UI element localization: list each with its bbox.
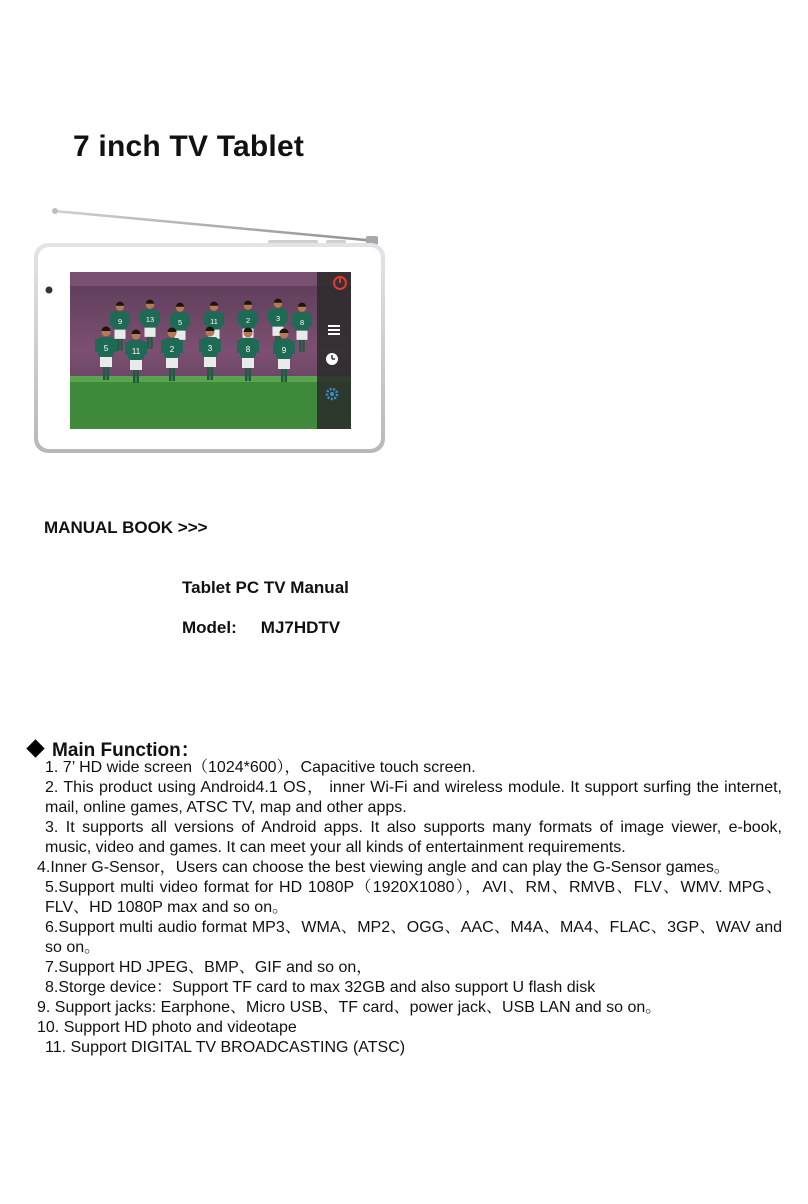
manual-heading: MANUAL BOOK >>> [44,518,208,537]
jersey-number: 11 [210,317,218,327]
function-item: 4.Inner G-Sensor，Users can choose the best viewing angle and can play the G-Sensor games。 [37,859,730,876]
function-item: 1. 7’ HD wide screen（1024*600），Capacitive touch screen. [45,759,476,776]
jersey-number: 2 [245,316,251,326]
jersey-number: 5 [103,344,109,353]
model-value: MJ7HDTV [260,618,341,637]
function-item: 6.Support multi audio format MP3、WMA、MP2、OGG、AAC、M4A、MA4、FLAC、3GP、WAV and so on。 [45,919,782,956]
function-item: 2. This product using Android4.1 OS， inner Wi-Fi and wireless module. It support surfing the internet, mail, online games, ATSC TV, map and other apps. [45,779,782,816]
manual-subtitle: Tablet PC TV Manual [182,578,349,597]
jersey-number: 11 [131,347,141,356]
function-list [26,758,782,1058]
jersey-number: 9 [117,317,123,327]
function-item: 8.Storge device：Support TF card to max 32GB and also support U flash disk [45,979,596,996]
function-item: 9. Support jacks: Earphone、Micro USB、TF card、power jack、USB LAN and so on。 [37,999,662,1016]
main-function-title: Main Function： [52,740,200,761]
jersey-number: 8 [299,318,305,328]
front-camera [46,287,53,294]
function-item: 11. Support DIGITAL TV BROADCASTING (ATSC) [45,1039,406,1056]
jersey-number: 3 [275,314,281,324]
jersey-number: 8 [245,345,251,354]
jersey-number: 3 [207,344,213,353]
antenna-tip [52,208,58,214]
jersey-number: 2 [169,345,175,354]
page-title: 7 inch TV Tablet [73,130,305,163]
jersey-number: 13 [145,315,155,325]
function-item: 3. It supports all versions of Android apps. It also supports many formats of image viewer, e-book, music, video and games. It can meet your all kinds of entertainment requirements. [45,819,782,856]
list-icon [328,325,340,335]
diamond-bullet-icon [26,739,44,757]
antenna [54,211,376,241]
function-item: 10. Support HD photo and videotape [37,1019,297,1036]
jersey-number: 9 [281,346,287,355]
function-item: 7.Support HD JPEG、BMP、GIF and so on， [45,959,373,976]
jersey-number: 5 [177,318,183,328]
side-panel [317,272,351,429]
function-item: 5.Support multi video format for HD 1080P（1920X1080），AVI、RM、RMVB、FLV、WMV. MPG、FLV、HD 1080P max and so on。 [45,879,782,916]
model-label: Model: [182,618,237,637]
tablet-illustration [24,208,404,476]
tablet-screen [70,272,351,429]
model-line [182,618,340,638]
